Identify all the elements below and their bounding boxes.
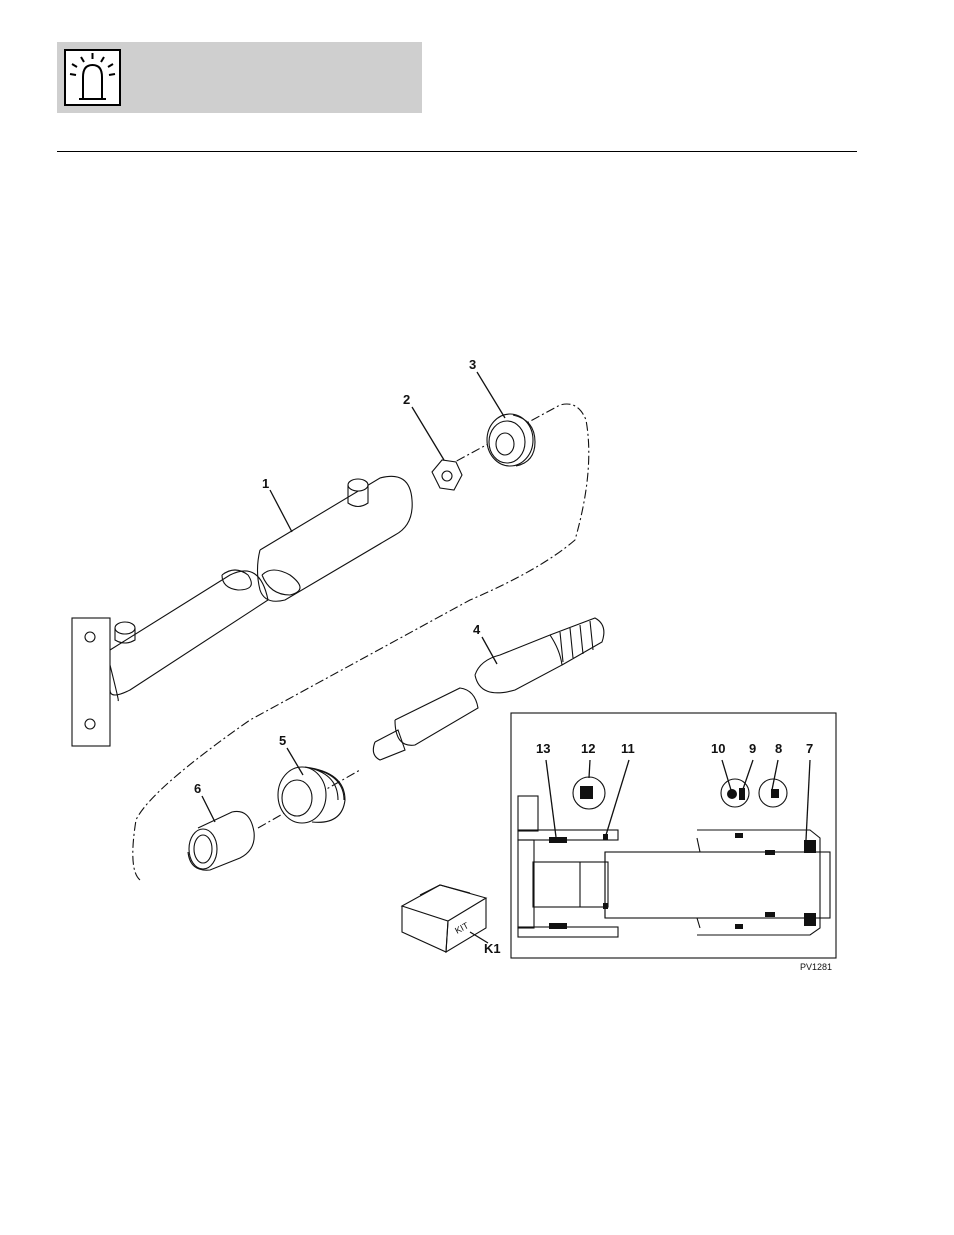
callout-2: 2 — [403, 392, 411, 407]
callout-7: 7 — [806, 741, 814, 756]
piston-part — [487, 414, 535, 466]
figure-code: PV1281 — [800, 962, 833, 972]
callout-4: 4 — [473, 622, 481, 637]
nut-part — [432, 460, 462, 490]
callout-k1: K1 — [484, 941, 501, 956]
kit-box-label: KIT — [453, 920, 471, 936]
callout-11: 11 — [621, 741, 635, 756]
barrel-part — [72, 476, 412, 746]
wear-ring-part — [188, 811, 254, 870]
seal-detail-inset — [511, 713, 836, 958]
gland-part — [278, 767, 345, 823]
callout-13: 13 — [536, 741, 551, 756]
callout-9: 9 — [749, 741, 757, 756]
callout-8: 8 — [775, 741, 783, 756]
callout-10: 10 — [711, 741, 726, 756]
callout-3: 3 — [469, 357, 477, 372]
callout-5: 5 — [279, 733, 287, 748]
callout-6: 6 — [194, 781, 202, 796]
seal-kit-box — [402, 885, 486, 952]
callout-1: 1 — [262, 476, 270, 491]
callout-12: 12 — [581, 741, 596, 756]
